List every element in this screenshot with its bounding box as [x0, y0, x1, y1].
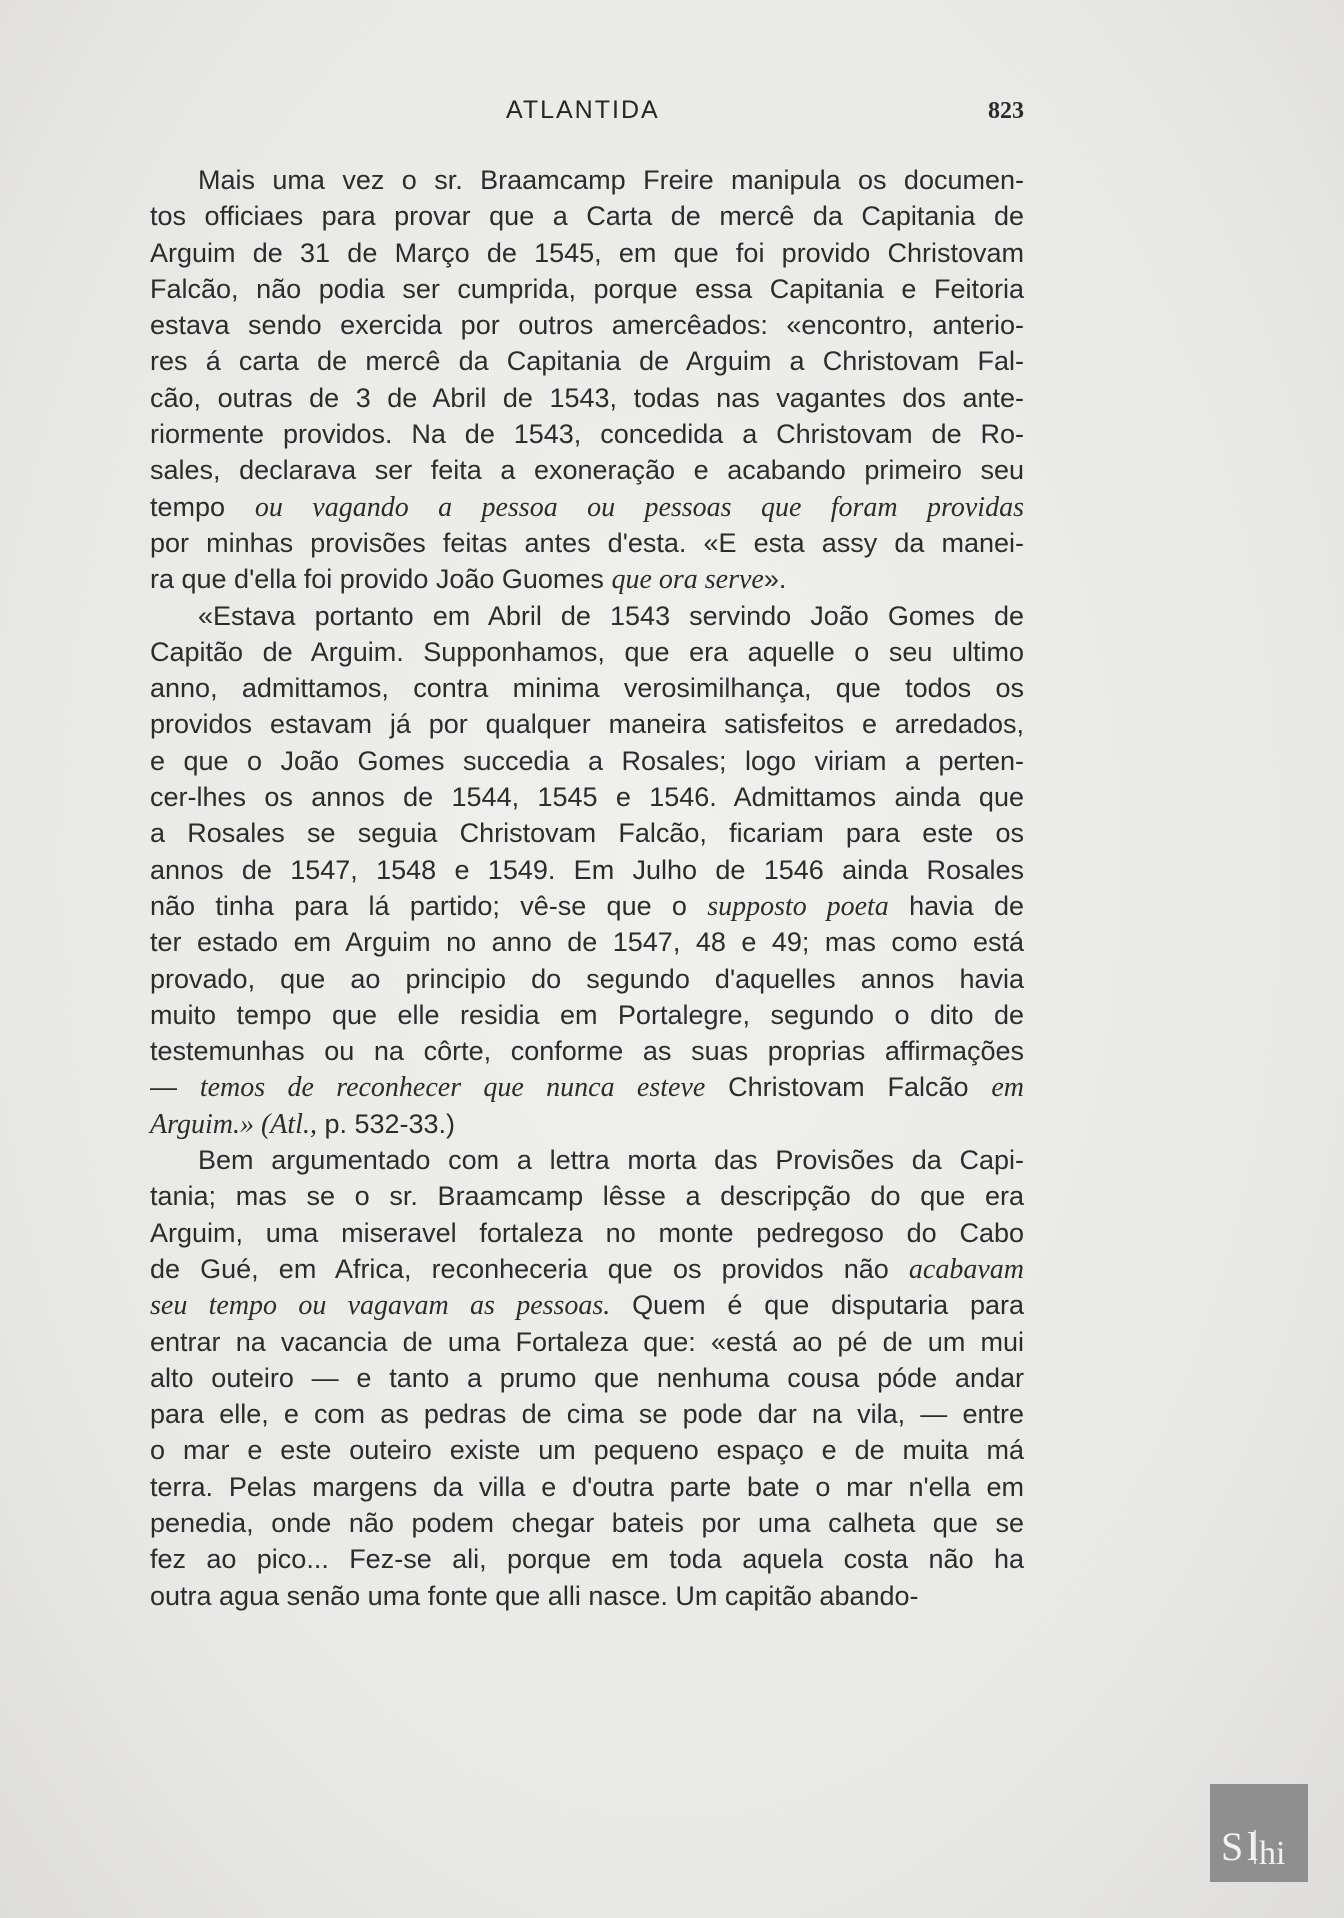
- italic-text: seu tempo ou vagavam as pessoas.: [150, 1290, 611, 1322]
- text-line: [150, 452, 1024, 488]
- text-segment: riormente providos. Na de 1543, concedida a Christovam de Ro-: [150, 419, 1024, 450]
- text-segment: Christovam Falcão: [705, 1072, 992, 1103]
- watermark-logo: [1210, 1784, 1308, 1882]
- text-line: [150, 924, 1024, 960]
- text-segment: Mais uma vez o sr. Braamcamp Freire manipula os documen-: [198, 165, 1024, 195]
- text-segment: tania; mas se o sr. Braamcamp lêsse a descripção do que era: [150, 1181, 1024, 1212]
- text-segment: muito tempo que elle residia em Portalegre, segundo o dito de: [150, 999, 1024, 1030]
- text-line: [150, 1215, 1024, 1251]
- text-segment: Arguim de 31 de Março de 1545, em que foi provido Christovam: [150, 237, 1024, 268]
- text-segment: sales, declarava ser feita a exoneração e acabando primeiro seu: [150, 455, 1024, 486]
- text-segment: o mar e este outeiro existe um pequeno espaço e de muita má: [150, 1435, 1024, 1466]
- text-segment: Arguim, uma miseravel fortaleza no monte pedregoso do Cabo: [150, 1217, 1024, 1248]
- italic-text: em: [991, 1072, 1024, 1104]
- text-line: [150, 1178, 1024, 1214]
- text-segment: Bem argumentado com a lettra morta das Provisões da Capi-: [198, 1145, 1024, 1176]
- text-segment: para elle, e com as pedras de cima se pode dar na vila, — entre: [150, 1399, 1024, 1430]
- italic-text: que ora serve: [611, 564, 764, 596]
- text-line: [150, 670, 1024, 706]
- svg-text:S: S: [1221, 1824, 1244, 1869]
- text-segment: terra. Pelas margens da villa e d'outra parte bate o mar n'ella em: [150, 1471, 1024, 1502]
- text-line: [150, 162, 1024, 198]
- svg-text:hi: hi: [1259, 1835, 1286, 1870]
- text-line: [150, 1106, 1024, 1142]
- text-segment: p. 532-33.): [316, 1108, 456, 1139]
- text-segment: ra que d'ella foi provido João Guomes: [150, 564, 612, 595]
- text-segment: testemunhas ou na côrte, conforme as suas proprias affirmações: [150, 1036, 1024, 1067]
- text-segment: Capitão de Arguim. Supponhamos, que era aquelle o seu ultimo: [150, 636, 1024, 667]
- text-line: [150, 343, 1024, 379]
- text-line: [150, 380, 1024, 416]
- text-line: [150, 961, 1024, 997]
- paragraph: [150, 162, 1024, 598]
- text-segment: por minhas provisões feitas antes d'esta. «E esta assy da manei-: [150, 527, 1024, 558]
- italic-text: acabavam: [908, 1253, 1024, 1285]
- text-segment: estava sendo exercida por outros amercêados: «encontro, anterio-: [150, 310, 1024, 341]
- text-line: [150, 634, 1024, 670]
- body-text: [150, 162, 1024, 1614]
- text-segment: a Rosales se seguia Christovam Falcão, ficariam para este os: [150, 818, 1024, 849]
- text-line: [150, 416, 1024, 452]
- paragraph: [150, 1142, 1024, 1614]
- text-segment: ».: [763, 564, 787, 595]
- text-line: [150, 1069, 1024, 1105]
- svg-text:l: l: [1247, 1824, 1259, 1869]
- text-line: [150, 271, 1024, 307]
- text-line: [150, 743, 1024, 779]
- italic-text: Arguim.» (Atl.,: [150, 1108, 317, 1140]
- italic-text: ou vagando a pessoa ou pessoas que foram providas: [254, 491, 1024, 523]
- text-segment: outra agua senão uma fonte que alli nasce. Um capitão abando-: [150, 1580, 919, 1611]
- text-segment: tempo: [150, 491, 255, 522]
- slhi-logo-mark: [1219, 1820, 1299, 1870]
- text-line: [150, 1469, 1024, 1505]
- paragraph: [150, 598, 1024, 1142]
- text-line: [150, 1432, 1024, 1468]
- text-line: [150, 1324, 1024, 1360]
- italic-text: supposto poeta: [707, 890, 889, 922]
- text-line: [150, 561, 1024, 597]
- text-line: [150, 706, 1024, 742]
- text-segment: Falcão, não podia ser cumprida, porque essa Capitania e Feitoria: [150, 273, 1024, 304]
- text-line: [150, 779, 1024, 815]
- text-line: [150, 198, 1024, 234]
- text-segment: e que o João Gomes succedia a Rosales; logo viriam a perten-: [150, 745, 1024, 776]
- text-line: [150, 1541, 1024, 1577]
- text-segment: ter estado em Arguim no anno de 1547, 48 e 49; mas como está: [150, 927, 1024, 958]
- text-segment: res á carta de mercê da Capitania de Arguim a Christovam Fal-: [150, 346, 1024, 377]
- text-line: [150, 525, 1024, 561]
- text-line: [150, 489, 1024, 525]
- text-line: [150, 888, 1024, 924]
- italic-text: temos de reconhecer que nunca esteve: [199, 1072, 706, 1104]
- text-line: [150, 1287, 1024, 1323]
- text-line: [150, 997, 1024, 1033]
- text-line: [150, 1505, 1024, 1541]
- text-line: [150, 1578, 1024, 1614]
- text-line: [150, 1360, 1024, 1396]
- text-segment: de Gué, em Africa, reconheceria que os providos não: [150, 1253, 909, 1284]
- text-segment: anno, admittamos, contra minima verosimilhança, que todos os: [150, 673, 1024, 704]
- text-segment: annos de 1547, 1548 e 1549. Em Julho de 1546 ainda Rosales: [150, 854, 1024, 885]
- text-line: [150, 1142, 1024, 1178]
- text-segment: «Estava portanto em Abril de 1543 servindo João Gomes de: [198, 600, 1024, 631]
- running-title: ATLANTIDA: [506, 96, 660, 124]
- text-segment: cer-lhes os annos de 1544, 1545 e 1546. Admittamos ainda que: [150, 782, 1024, 813]
- text-line: [150, 815, 1024, 851]
- text-line: [150, 307, 1024, 343]
- text-segment: provado, que ao principio do segundo d'aquelles annos havia: [150, 963, 1024, 994]
- text-segment: não tinha para lá partido; vê-se que o: [150, 890, 708, 921]
- text-segment: —: [150, 1072, 200, 1103]
- text-line: [150, 1033, 1024, 1069]
- text-segment: entrar na vacancia de uma Fortaleza que: «está ao pé de um mui: [150, 1326, 1024, 1357]
- text-segment: havia de: [888, 890, 1024, 921]
- page-header: [150, 96, 1024, 132]
- text-segment: alto outeiro — e tanto a prumo que nenhuma cousa póde andar: [150, 1362, 1024, 1393]
- text-line: [150, 1396, 1024, 1432]
- text-segment: tos officiaes para provar que a Carta de mercê da Capitania de: [150, 201, 1024, 232]
- text-segment: fez ao pico... Fez-se ali, porque em toda aquela costa não ha: [150, 1544, 1024, 1575]
- text-segment: Quem é que disputaria para: [610, 1290, 1024, 1321]
- text-segment: cão, outras de 3 de Abril de 1543, todas nas vagantes dos ante-: [150, 382, 1024, 413]
- page-number: 823: [988, 98, 1024, 124]
- text-segment: penedia, onde não podem chegar bateis por uma calheta que se: [150, 1507, 1024, 1538]
- text-segment: providos estavam já por qualquer maneira satisfeitos e arredados,: [150, 709, 1024, 740]
- text-line: [150, 852, 1024, 888]
- text-line: [150, 1251, 1024, 1287]
- text-line: [150, 235, 1024, 271]
- text-line: [150, 598, 1024, 634]
